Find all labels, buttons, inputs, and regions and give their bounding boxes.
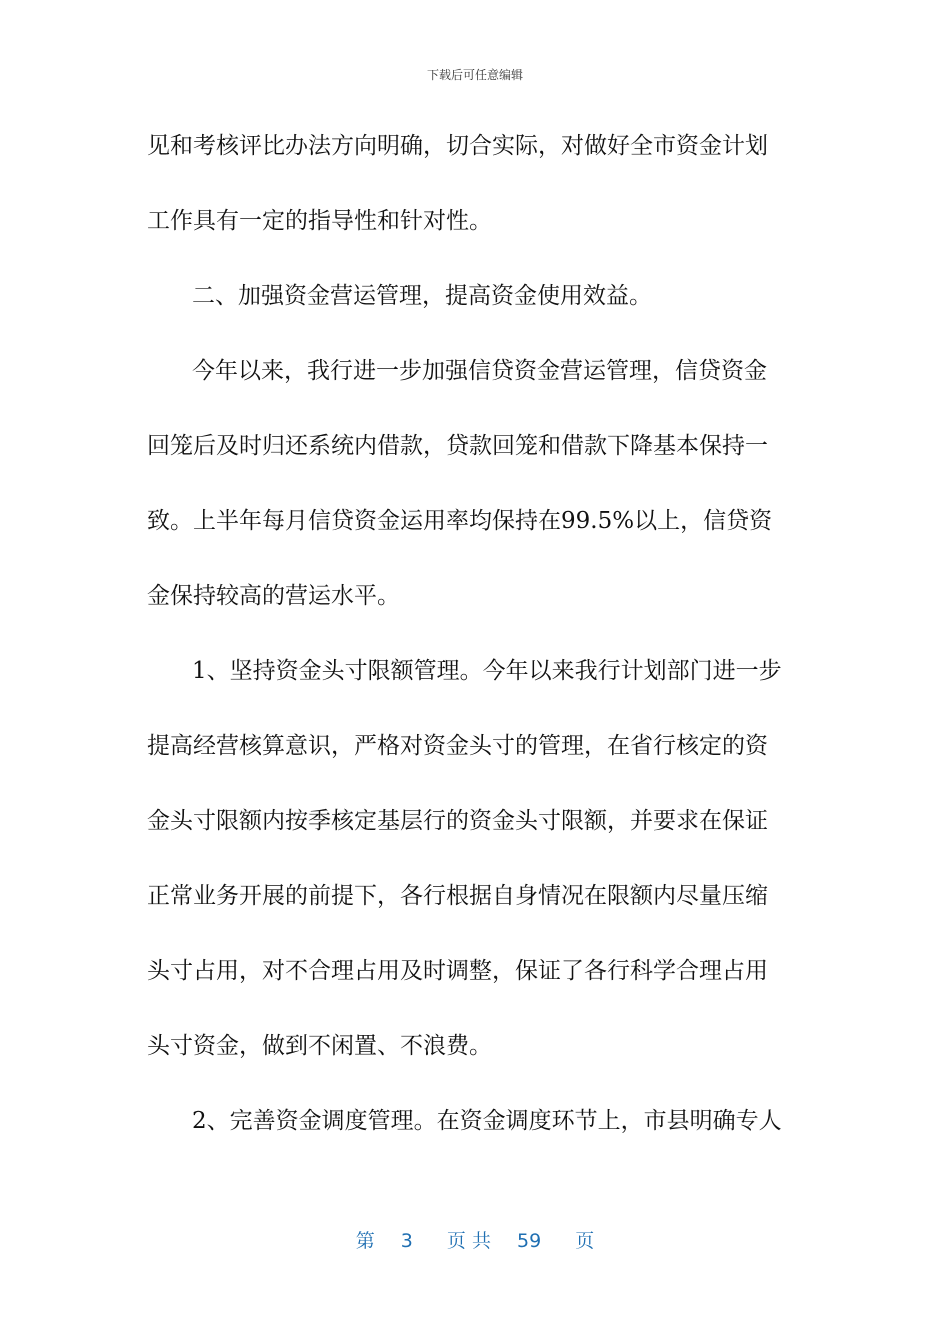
footer-prefix: 第 [355, 1230, 375, 1252]
text-line: 致。上半年每月信贷资金运用率均保持在99.5%以上，信贷资 [147, 508, 773, 534]
text-line: 今年以来，我行进一步加强信贷资金营运管理，信贷资金 [192, 358, 767, 384]
text-line: 金头寸限额内按季核定基层行的资金头寸限额，并要求在保证 [147, 808, 768, 834]
text-line: 头寸资金，做到不闲置、不浪费。 [147, 1033, 492, 1059]
current-page-number: 3 [400, 1230, 413, 1252]
text-line: 工作具有一定的指导性和针对性。 [147, 208, 492, 234]
text-line: 金保持较高的营运水平。 [147, 583, 400, 609]
footer-suffix: 页 [575, 1230, 595, 1252]
text-line: 正常业务开展的前提下，各行根据自身情况在限额内尽量压缩 [147, 883, 768, 909]
text-line: 见和考核评比办法方向明确，切合实际，对做好全市资金计划 [147, 133, 768, 159]
footer-middle: 页 共 [446, 1230, 491, 1252]
section-heading: 二、加强资金营运管理，提高资金使用效益。 [192, 283, 652, 309]
text-line: 回笼后及时归还系统内借款，贷款回笼和借款下降基本保持一 [147, 433, 768, 459]
total-page-count: 59 [517, 1230, 542, 1252]
text-line: 1、坚持资金头寸限额管理。今年以来我行计划部门进一步 [192, 658, 782, 684]
text-line: 提高经营核算意识，严格对资金头寸的管理，在省行核定的资 [147, 733, 768, 759]
page-header: 下载后可任意编辑 [426, 68, 523, 82]
text-line: 头寸占用，对不合理占用及时调整，保证了各行科学合理占用 [147, 958, 768, 984]
text-line: 2、完善资金调度管理。在资金调度环节上，市县明确专人 [192, 1108, 782, 1134]
page-footer [0, 1226, 950, 1253]
